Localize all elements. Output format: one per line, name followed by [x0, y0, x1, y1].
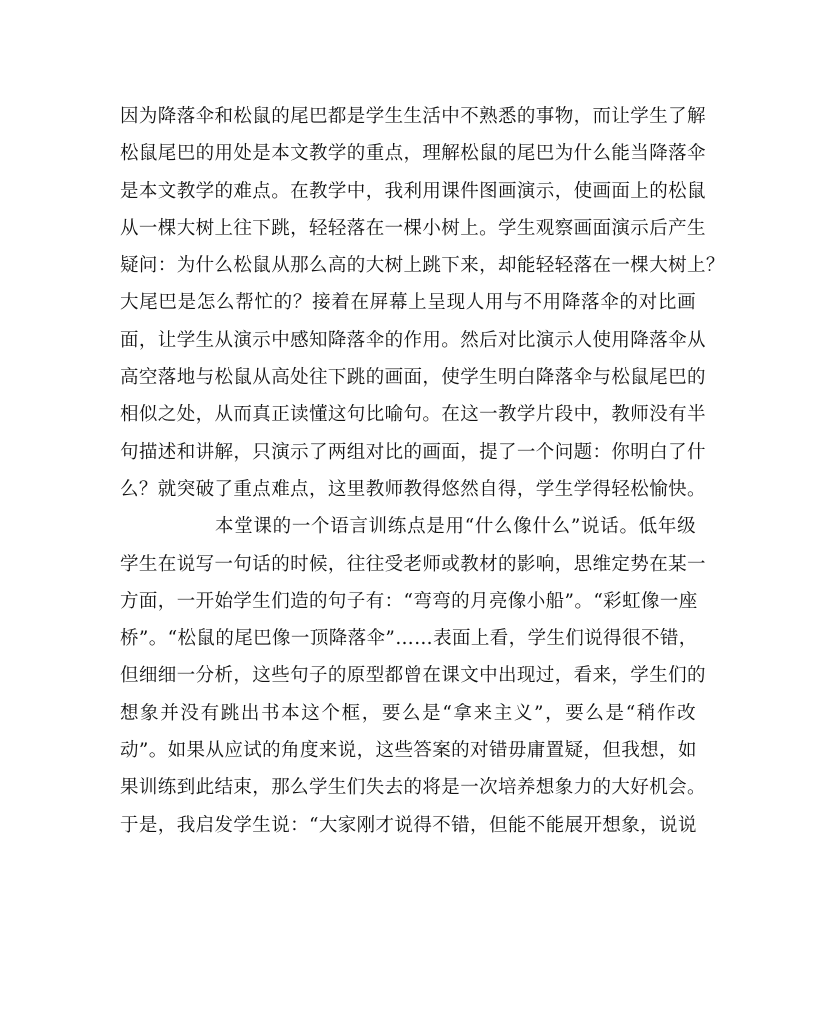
paragraph-2	[120, 508, 706, 844]
paragraph-line: 松鼠尾巴的用处是本文教学的重点，理解松鼠的尾巴为什么能当降落伞	[120, 143, 706, 165]
paragraph-line: 于是，我启发学生说：“大家刚才说得不错，但能不能展开想象，说说	[120, 814, 697, 836]
paragraph-line: 疑问：为什么松鼠从那么高的大树上跳下来，却能轻轻落在一棵大树上？	[120, 255, 725, 277]
paragraph-line: 因为降落伞和松鼠的尾巴都是学生生活中不熟悉的事物，而让学生了解	[120, 106, 706, 127]
paragraph-line: 桥”。“松鼠的尾巴像一顶降落伞”……表面上看，学生们说得很不错，	[120, 628, 698, 650]
paragraph-line: 但细细一分析，这些句子的原型都曾在课文中出现过，看来，学生们的	[120, 665, 706, 687]
document-body	[120, 98, 725, 844]
paragraph-line: 学生在说写一句话的时候，往往受老师或教材的影响，思维定势在某一	[120, 553, 706, 575]
paragraph-line: 果训练到此结束，那么学生们失去的将是一次培养想象力的大好机会。	[120, 777, 706, 799]
paragraph-1	[120, 98, 725, 508]
paragraph-line: 是本文教学的难点。在教学中，我利用课件图画演示，使画面上的松鼠	[120, 180, 706, 202]
paragraph-line: 从一棵大树上往下跳，轻轻落在一棵小树上。学生观察画面演示后产生	[120, 217, 706, 239]
paragraph-line: 动”。如果从应试的角度来说，这些答案的对错毋庸置疑，但我想，如	[120, 740, 697, 762]
paragraph-line: 方面，一开始学生们造的句子有：“弯弯的月亮像小船”。“彩虹像一座	[120, 590, 698, 612]
paragraph-line: 大尾巴是怎么帮忙的？接着在屏幕上呈现人用与不用降落伞的对比画	[120, 292, 696, 314]
paragraph-line: 想象并没有跳出书本这个框，要么是“拿来主义”，要么是“稍作改	[120, 702, 696, 724]
paragraph-line: 面，让学生从演示中感知降落伞的作用。然后对比演示人使用降落伞从	[120, 329, 706, 351]
paragraph-line: 相似之处，从而真正读懂这句比喻句。在这一教学片段中，教师没有半	[120, 404, 706, 426]
paragraph-line: 句描述和讲解，只演示了两组对比的画面，提了一个问题：你明白了什	[120, 441, 706, 463]
paragraph-line: 高空落地与松鼠从高处往下跳的画面，使学生明白降落伞与松鼠尾巴的	[120, 367, 706, 389]
paragraph-line: 本堂课的一个语言训练点是用“什么像什么”说话。低年级	[215, 516, 696, 538]
paragraph-line: 么？就突破了重点难点，这里教师教得悠然自得，学生学得轻松愉快。	[120, 478, 706, 500]
